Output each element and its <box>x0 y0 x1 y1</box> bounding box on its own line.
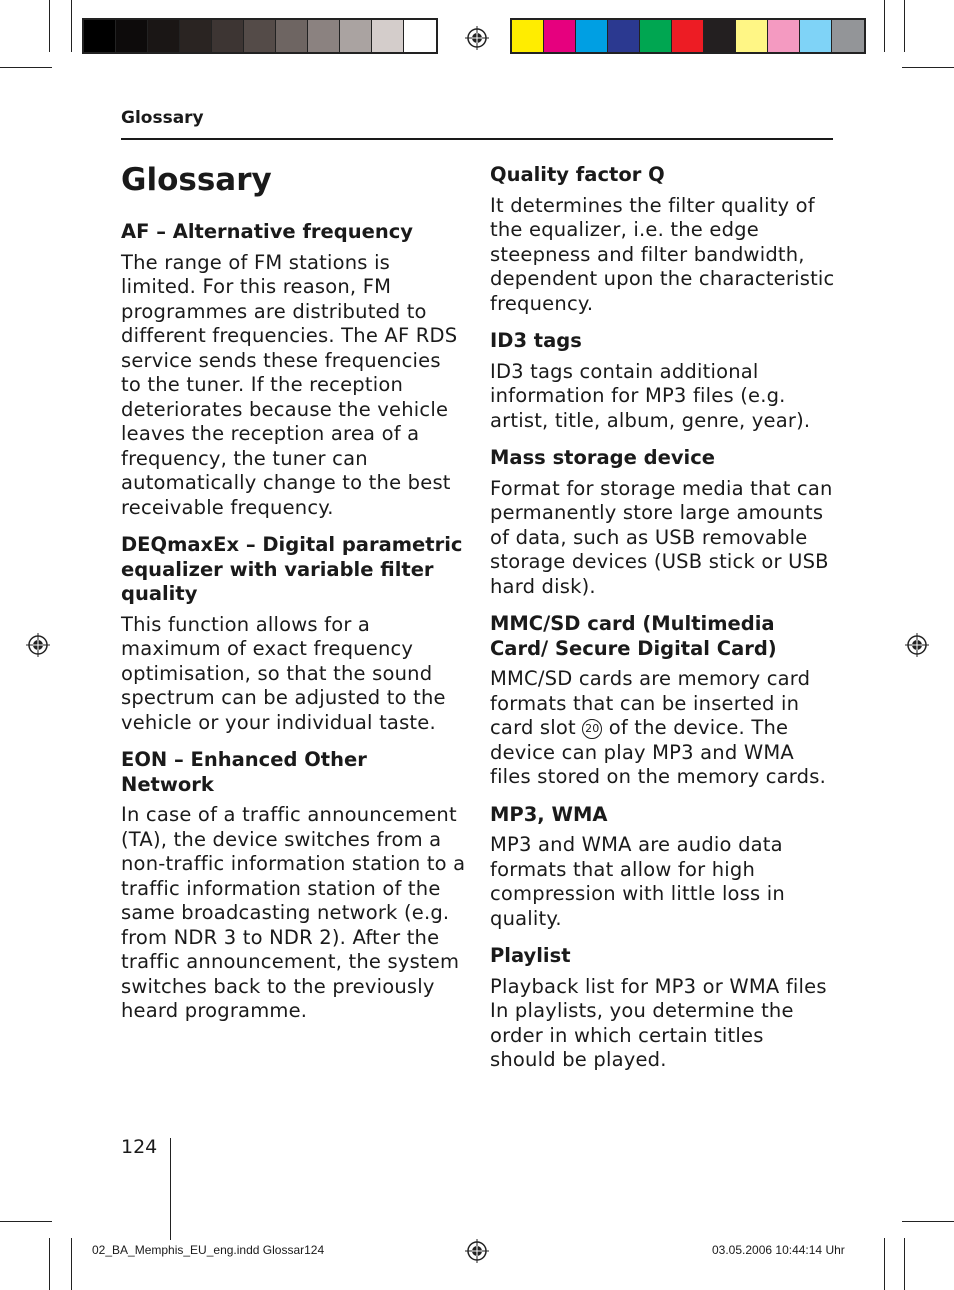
registration-mark-icon <box>26 633 50 657</box>
color-swatch <box>768 20 800 52</box>
color-swatch <box>832 20 864 52</box>
glossary-definition: This function allows for a maximum of exact frequency optimisation, so that the sound spectrum can be adjusted to the vehicle or your individual taste. <box>121 612 446 734</box>
glossary-definition: It determines the filter quality of the equalizer, i.e. the edge steepness and filter bandwidth, dependent upon the characteristic frequency. <box>490 193 835 315</box>
color-swatch <box>148 20 180 52</box>
glossary-term: EON – Enhanced Other Network <box>121 748 367 796</box>
slug-date-info: 03.05.2006 10:44:14 Uhr <box>712 1243 845 1257</box>
page-number: 124 <box>121 1136 158 1158</box>
glossary-entry <box>121 533 466 735</box>
glossary-entry <box>490 803 835 932</box>
glossary-term: Playlist <box>490 944 571 967</box>
crop-mark <box>49 0 50 52</box>
color-swatch <box>372 20 404 52</box>
crop-mark <box>884 0 885 52</box>
color-swatch <box>736 20 768 52</box>
running-header: Glossary <box>121 108 204 128</box>
glossary-term: MP3, WMA <box>490 802 608 826</box>
process-color-bar <box>510 18 866 54</box>
glossary-entry <box>121 748 466 1024</box>
glossary-entry <box>490 446 835 599</box>
color-swatch <box>84 20 116 52</box>
glossary-definition: Format for storage media that can permanently store large amounts of data, such as USB removable storage devices (USB stick or USB hard disk). <box>490 476 833 598</box>
crop-mark <box>884 1238 885 1290</box>
crop-mark <box>0 67 52 68</box>
crop-mark <box>902 67 954 68</box>
glossary-term: Quality factor Q <box>490 163 665 186</box>
left-column <box>121 160 466 1037</box>
glossary-entry <box>490 612 835 790</box>
color-swatch <box>672 20 704 52</box>
glossary-definition: MP3 and WMA are audio data formats that allow for high compression with little loss in quality. <box>490 833 785 930</box>
glossary-term: Mass storage device <box>490 446 716 469</box>
glossary-entry <box>121 220 466 520</box>
color-swatch <box>276 20 308 52</box>
slot-number-badge: 20 <box>582 719 602 739</box>
color-swatch <box>576 20 608 52</box>
registration-mark-icon <box>905 633 929 657</box>
color-swatch <box>180 20 212 52</box>
color-swatch <box>544 20 576 52</box>
definition-text: MMC/SD cards are memory card formats that can be inserted in card slot <box>490 667 811 739</box>
color-swatch <box>640 20 672 52</box>
crop-mark <box>904 0 905 52</box>
crop-mark <box>71 1238 72 1290</box>
color-swatch <box>116 20 148 52</box>
color-swatch <box>404 20 436 52</box>
color-swatch <box>704 20 736 52</box>
registration-mark-icon <box>465 1239 489 1263</box>
glossary-definition: In case of a traffic announcement (TA), the device switches from a non-traffic information station to a traffic information station of the same broadcasting network (e.g. from NDR 3 to NDR 2). After the traffic announcement, the system switches back to the previously heard programme. <box>121 803 466 1022</box>
page-title: Glossary <box>121 162 272 198</box>
color-swatch <box>340 20 372 52</box>
color-swatch <box>244 20 276 52</box>
crop-mark <box>49 1238 50 1290</box>
color-swatch <box>608 20 640 52</box>
slug-file-info: 02_BA_Memphis_EU_eng.indd Glossar124 <box>92 1243 325 1257</box>
header-rule <box>121 138 833 140</box>
grayscale-color-bar <box>82 18 438 54</box>
crop-mark <box>0 1221 52 1222</box>
color-swatch <box>800 20 832 52</box>
glossary-definition: Playback list for MP3 or WMA files In playlists, you determine the order in which certain titles should be played. <box>490 974 827 1071</box>
glossary-term: DEQmaxEx – Digital parametric equalizer with variable filter quality <box>121 533 463 605</box>
crop-mark <box>902 1221 954 1222</box>
glossary-definition <box>490 667 835 790</box>
crop-mark <box>904 1238 905 1290</box>
registration-mark-icon <box>465 26 489 50</box>
page-number-rule <box>170 1138 171 1240</box>
glossary-entry <box>490 163 835 316</box>
glossary-entry <box>490 944 835 1073</box>
glossary-definition: The range of FM stations is limited. For this reason, FM programmes are distributed to different frequencies. The AF RDS service sends these frequencies to the tuner. If the reception deteriorates because the vehicle leaves the reception area of a frequency, the tuner can automatically change to the best receivable frequency. <box>121 250 458 519</box>
color-swatch <box>512 20 544 52</box>
glossary-term: ID3 tags <box>490 329 582 352</box>
glossary-term: AF – Alternative frequency <box>121 220 413 243</box>
glossary-entry <box>490 329 835 433</box>
color-swatch <box>212 20 244 52</box>
glossary-term: MMC/SD card (Multimedia Card/ Secure Digital Card) <box>490 612 777 660</box>
crop-mark <box>71 0 72 52</box>
color-swatch <box>308 20 340 52</box>
glossary-definition: ID3 tags contain additional information for MP3 files (e.g. artist, title, album, genre, year). <box>490 359 811 432</box>
definition-text: of the device. The device can play MP3 and WMA files stored on the memory cards. <box>490 716 826 788</box>
right-column <box>490 163 835 1086</box>
